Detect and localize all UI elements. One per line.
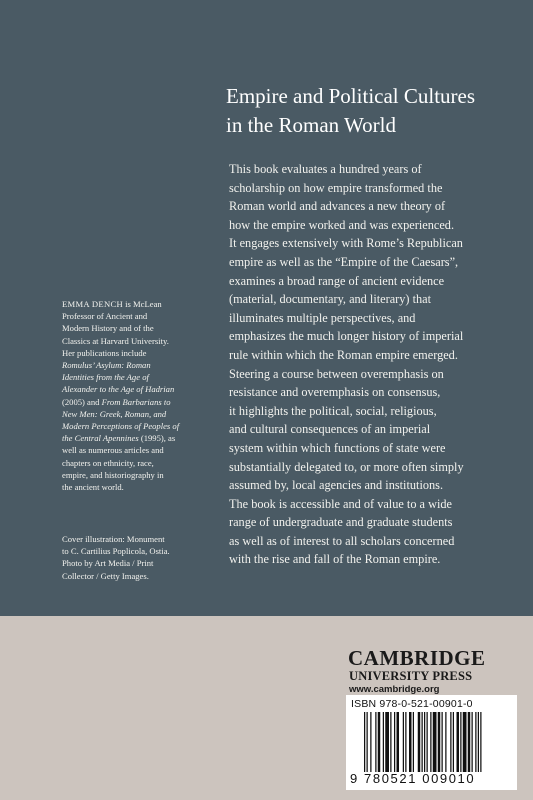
blurb-line: and cultural consequences of an imperial xyxy=(229,422,431,437)
blurb-line: illuminates multiple perspectives, and xyxy=(229,310,416,325)
barcode-stripe xyxy=(413,712,414,772)
credit-line: Collector / Getty Images. xyxy=(62,570,149,581)
barcode-stripe xyxy=(424,712,425,772)
barcode-stripe xyxy=(430,712,431,772)
barcode-stripe xyxy=(375,712,376,772)
barcode-stripe xyxy=(427,712,428,772)
bio-line: (2005) and From Barbarians to xyxy=(62,396,171,407)
barcode-stripe xyxy=(394,712,395,772)
bio-line: Her publications include xyxy=(62,347,147,358)
blurb-line: system within which functions of state were xyxy=(229,440,446,455)
title-line: in the Roman World xyxy=(226,113,396,137)
blurb-line: Roman world and advances a new theory of xyxy=(229,199,446,214)
barcode-stripe xyxy=(364,712,365,772)
barcode-stripe xyxy=(367,712,368,772)
barcode-stripe xyxy=(383,712,384,772)
bio-line: well as numerous articles and xyxy=(62,445,164,456)
author-name: EMMA DENCH xyxy=(62,299,124,309)
barcode-stripe xyxy=(390,712,391,772)
blurb-line: how the empire worked and was experienced. xyxy=(229,217,455,232)
isbn-label: ISBN 978-0-521-00901-0 xyxy=(351,698,473,710)
bio-line: Modern History and of the xyxy=(62,323,154,334)
blurb-line: assumed by, local agencies and institutions. xyxy=(229,478,444,493)
blurb-line: it highlights the political, social, religious, xyxy=(229,403,437,418)
publisher-logo xyxy=(348,647,498,696)
credit-line: Photo by Art Media / Print xyxy=(62,558,154,569)
bio-line: Classics at Harvard University. xyxy=(62,335,169,346)
barcode-icon xyxy=(364,712,512,772)
publisher-press: UNIVERSITY PRESS xyxy=(349,669,473,683)
cover-credit xyxy=(62,533,222,582)
blurb-line: emphasizes the much longer history of imperial xyxy=(229,329,464,344)
barcode-stripe xyxy=(460,712,461,772)
barcode-stripe xyxy=(480,712,481,772)
barcode-stripe xyxy=(433,712,437,772)
bio-line: the Central Apennines (1995), as xyxy=(62,433,176,444)
bio-line: empire, and historiography in xyxy=(62,469,164,480)
bio-line: Romulus’ Asylum: Roman xyxy=(62,360,151,371)
blurb-line: empire as well as the “Empire of the Caesars”, xyxy=(229,254,459,269)
publisher-url: www.cambridge.org xyxy=(349,684,440,695)
bio-line: Identities from the Age of xyxy=(62,372,149,383)
barcode-stripe xyxy=(397,712,400,772)
bio-line: chapters on ethnicity, race, xyxy=(62,457,154,468)
barcode-stripe xyxy=(453,712,454,772)
publisher-name: CAMBRIDGE xyxy=(348,646,486,670)
isbn-barcode xyxy=(346,695,517,790)
barcode-stripe xyxy=(445,712,446,772)
blurb-line: with the rise and fall of the Roman empire. xyxy=(229,552,441,567)
blurb-line: This book evaluates a hundred years of xyxy=(229,162,422,176)
book-title xyxy=(226,82,516,140)
blurb-line: rule within which the Roman empire emerged. xyxy=(229,347,458,362)
book-description xyxy=(229,160,529,569)
barcode-stripe xyxy=(422,712,423,772)
blurb-line: scholarship on how empire transformed the xyxy=(229,180,443,195)
barcode-digits: 9 780521 009010 xyxy=(350,771,476,786)
barcode-stripe xyxy=(403,712,404,772)
credit-line: to C. Cartilius Poplicola, Ostia. xyxy=(62,546,170,557)
author-bio xyxy=(62,298,222,493)
barcode-stripe xyxy=(409,712,412,772)
blurb-line: examines a broad range of ancient evidence xyxy=(229,273,445,288)
barcode-stripe xyxy=(418,712,421,772)
blurb-line: resistance and overemphasis on consensus, xyxy=(229,385,441,400)
blurb-line: Steering a course between overemphasis on xyxy=(229,366,444,381)
blurb-line: (material, documentary, and literary) that xyxy=(229,292,432,307)
barcode-stripe xyxy=(370,712,371,772)
barcode-stripe xyxy=(463,712,467,772)
blurb-line: It engages extensively with Rome’s Republican xyxy=(229,236,463,251)
barcode-stripe xyxy=(475,712,476,772)
barcode-stripe xyxy=(478,712,479,772)
barcode-stripe xyxy=(457,712,460,772)
barcode-stripe xyxy=(450,712,451,772)
barcode-stripe xyxy=(438,712,441,772)
barcode-stripe xyxy=(378,712,381,772)
blurb-line: range of undergraduate and graduate students xyxy=(229,515,453,530)
barcode-stripe xyxy=(468,712,471,772)
title-line: Empire and Political Cultures xyxy=(226,84,476,108)
bio-line: Professor of Ancient and xyxy=(62,311,148,322)
credit-line: Cover illustration: Monument xyxy=(62,534,165,544)
bio-line: the ancient world. xyxy=(62,482,124,493)
bio-line: New Men: Greek, Roman, and xyxy=(62,408,167,419)
blurb-line: as well as of interest to all scholars concerned xyxy=(229,533,455,548)
bio-line: Alexander to the Age of Hadrian xyxy=(62,384,175,395)
barcode-stripe xyxy=(405,712,406,772)
bio-line: EMMA DENCH is McLean xyxy=(62,299,162,309)
blurb-line: substantially delegated to, or more often simply xyxy=(229,459,464,474)
blurb-line: The book is accessible and of value to a wide xyxy=(229,496,452,511)
barcode-stripe xyxy=(472,712,473,772)
barcode-stripe xyxy=(385,712,389,772)
bio-line: Modern Perceptions of Peoples of xyxy=(62,421,180,432)
barcode-stripe xyxy=(442,712,443,772)
